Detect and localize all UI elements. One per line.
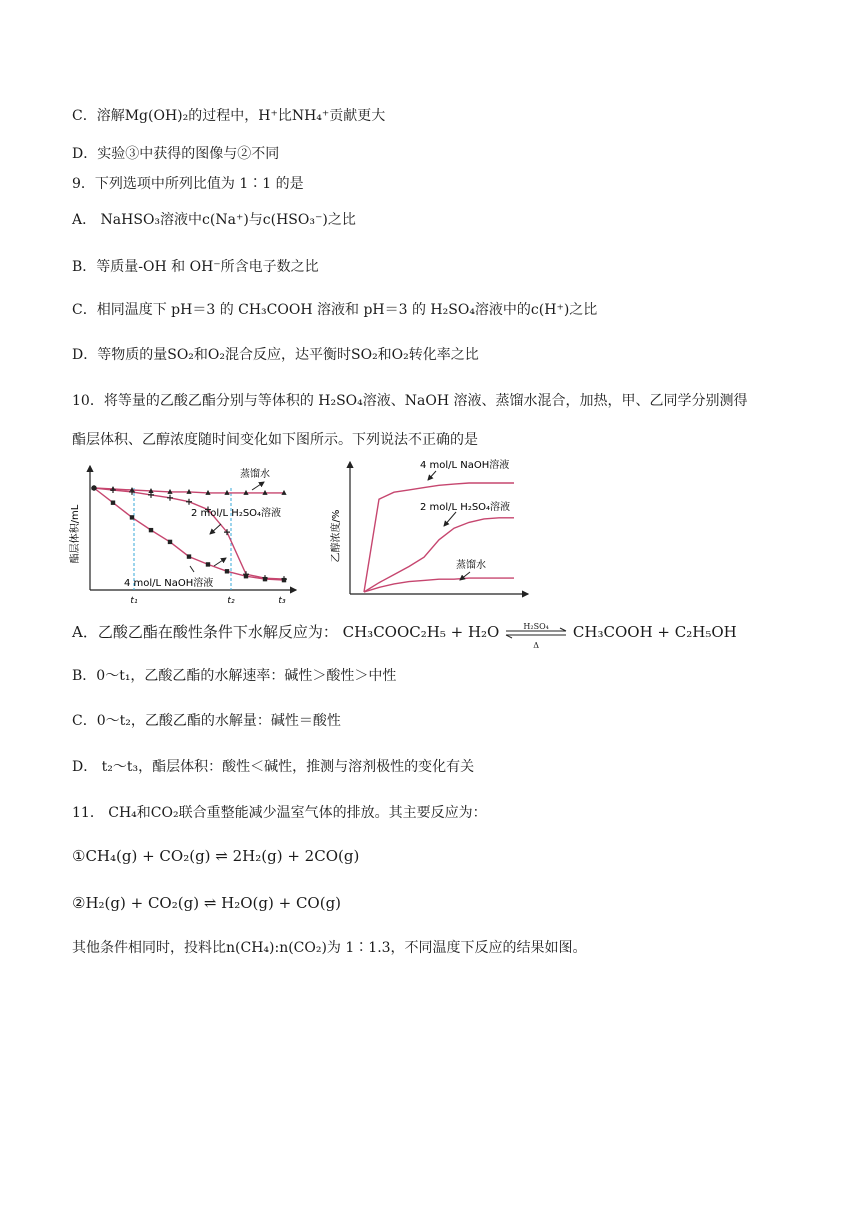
series-2-point-3 — [149, 528, 153, 532]
series-2-point-8 — [244, 574, 248, 578]
option-10a-prefix: A．乙酸乙酯在酸性条件下水解反应为： — [72, 623, 338, 641]
tick-t3: t₃ — [278, 596, 286, 606]
legend-water: 蒸馏水 — [240, 469, 270, 480]
option-10b: B．0～t₁，乙酸乙酯的水解速率：碱性＞酸性＞中性 — [72, 668, 397, 684]
series-line-1 — [364, 518, 514, 592]
tick-t1: t₁ — [130, 596, 138, 606]
legend-h2so4: 2 mol/L H₂SO₄溶液 — [420, 502, 511, 513]
option-9c: C．相同温度下 pH＝3 的 CH₃COOH 溶液和 pH＝3 的 H₂SO₄溶液中的c(H⁺)之比 — [72, 302, 598, 318]
question-10-stem-1: 10．将等量的乙酸乙酯分别与等体积的 H₂SO₄溶液、NaOH 溶液、蒸馏水混合，加热，甲、乙同学分别测得 — [72, 393, 748, 409]
condition-top: H₂SO₄ — [523, 622, 549, 631]
ester-volume-chart — [64, 462, 304, 612]
legend-naoh: 4 mol/L NaOH溶液 — [124, 578, 214, 589]
option-9b: B．等质量-OH 和 OH⁻所含电子数之比 — [72, 259, 319, 275]
question-11-stem: 11． CH₄和CO₂联合重整能减少温室气体的排放。其主要反应为： — [72, 805, 487, 821]
series-1-point-5 — [186, 499, 192, 505]
reaction-1: ①CH₄(g) + CO₂(g) ⇌ 2H₂(g) + 2CO(g) — [72, 847, 360, 865]
y-axis-label: 酯层体积/mL — [70, 504, 81, 564]
series-1-point-4 — [167, 495, 173, 501]
option-10a — [72, 622, 737, 650]
question-10-stem-2: 酯层体积、乙醇浓度随时间变化如下图所示。下列说法不正确的是 — [72, 432, 478, 448]
series-2-point-10 — [282, 578, 286, 582]
series-2-point-6 — [206, 562, 210, 566]
option-10c: C．0～t₂，乙酸乙酯的水解量：碱性＝酸性 — [72, 713, 341, 729]
series-2-point-2 — [130, 515, 134, 519]
legend-naoh: 4 mol/L NaOH溶液 — [420, 460, 510, 471]
question-11-condition: 其他条件相同时，投料比n(CH₄):n(CO₂)为 1∶1.3，不同温度下反应的结果如图。 — [72, 940, 587, 956]
series-2-point-9 — [263, 577, 267, 581]
option-9a: A． NaHSO₃溶液中c(Na⁺)与c(HSO₃⁻)之比 — [72, 212, 356, 228]
series-2-point-7 — [225, 569, 229, 573]
series-1-point-1 — [110, 487, 116, 493]
series-2-point-4 — [168, 540, 172, 544]
y-axis-label: 乙醇浓度/% — [331, 509, 342, 563]
equilibrium-arrow — [504, 622, 568, 650]
option-8d: D．实验③中获得的图像与②不同 — [72, 146, 280, 162]
condition-bottom: Δ — [533, 641, 540, 650]
ethanol-concentration-chart — [328, 456, 533, 600]
series-2-point-5 — [187, 554, 191, 558]
series-line-2 — [364, 578, 514, 592]
series-2-point-0 — [92, 486, 96, 490]
option-8c: C．溶解Mg(OH)₂的过程中，H⁺比NH₄⁺贡献更大 — [72, 108, 386, 124]
legend-h2so4: 2 mol/L H₂SO₄溶液 — [191, 508, 282, 519]
reaction-2: ②H₂(g) + CO₂(g) ⇌ H₂O(g) + CO(g) — [72, 894, 342, 912]
tick-t2: t₂ — [227, 596, 235, 606]
equation-right: CH₃COOH + C₂H₅OH — [572, 623, 737, 641]
series-line-0 — [364, 483, 514, 592]
legend-water: 蒸馏水 — [456, 560, 486, 571]
question-9-stem: 9．下列选项中所列比值为 1∶1 的是 — [72, 176, 304, 192]
option-10d: D． t₂～t₃，酯层体积：酸性＜碱性，推测与溶剂极性的变化有关 — [72, 759, 475, 775]
series-2-point-1 — [111, 501, 115, 505]
equation-left: CH₃COOC₂H₅ + H₂O — [342, 623, 500, 641]
option-9d: D．等物质的量SO₂和O₂混合反应，达平衡时SO₂和O₂转化率之比 — [72, 347, 479, 363]
